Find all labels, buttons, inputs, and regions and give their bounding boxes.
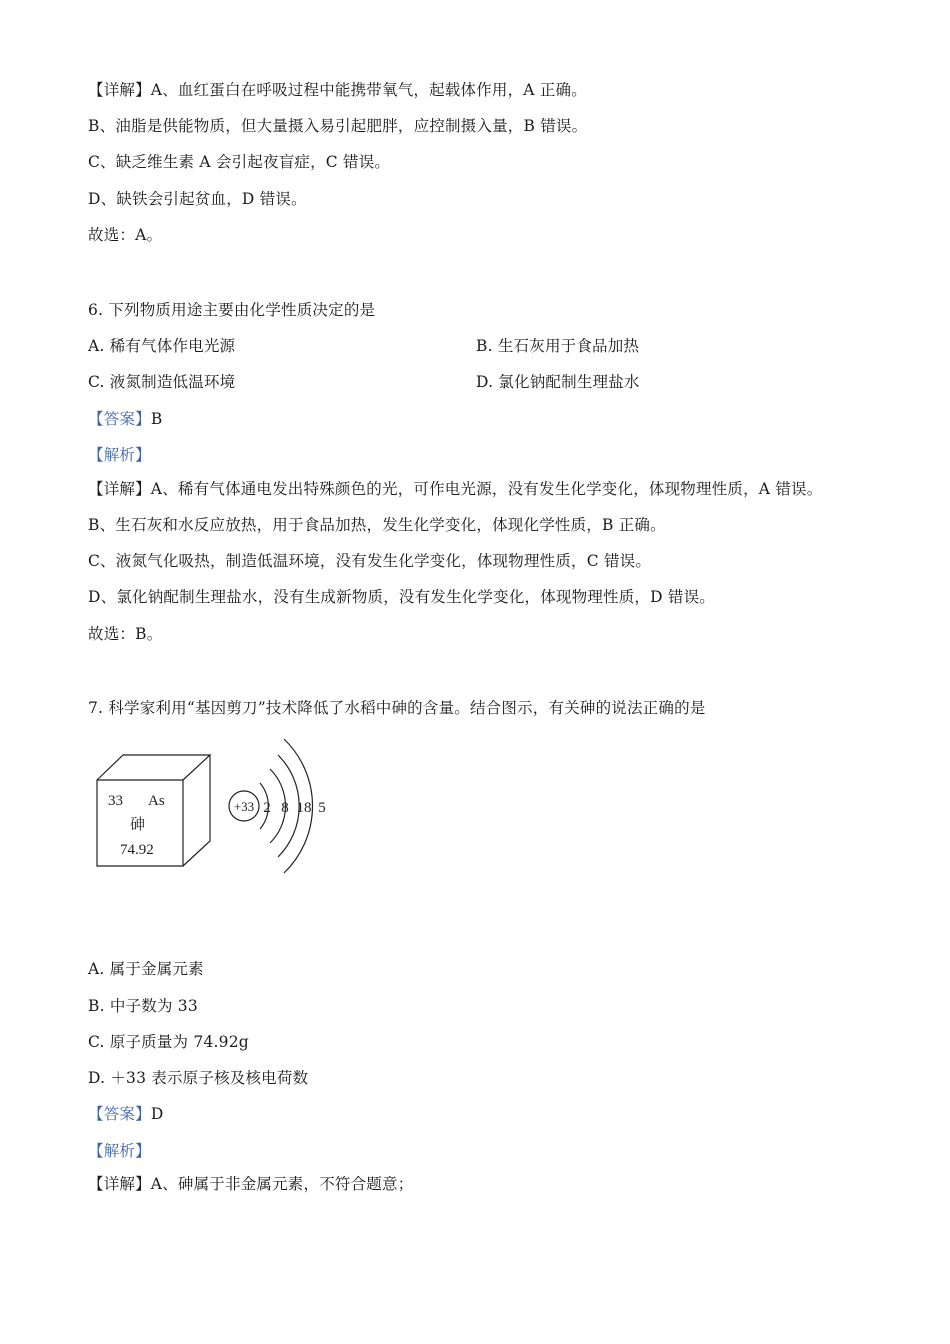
q6-detail-a: 【详解】A、稀有气体通电发出特殊颜色的光，可作电光源，没有发生化学变化，体现物理性质，A 错误。: [88, 480, 823, 498]
q6-option-c: C. 液氮制造低温环境: [88, 373, 236, 391]
q6-answer-label: 【答案】: [88, 410, 151, 428]
q6-option-a: A. 稀有气体作电光源: [88, 337, 236, 355]
shell-4-count: 5: [318, 800, 326, 816]
q7-detail-a: 【详解】A、砷属于非金属元素，不符合题意；: [88, 1175, 414, 1193]
q7-stem: 7. 科学家利用“基因剪刀”技术降低了水稻中砷的含量。结合图示，有关砷的说法正确的是: [88, 699, 706, 717]
q7-answer-value: D: [150, 1105, 164, 1123]
q7-option-b: B. 中子数为 33: [88, 997, 198, 1015]
q6-detail-d: D、氯化钠配制生理盐水，没有生成新物质，没有发生化学变化，体现物理性质，D 错误。: [88, 588, 715, 606]
atomic-mass: 74.92: [120, 842, 154, 858]
shell-1-count: 2: [263, 800, 271, 816]
q7-option-c: C. 原子质量为 74.92g: [88, 1033, 249, 1051]
q6-detail-b: B、生石灰和水反应放热，用于食品加热，发生化学变化，体现化学性质，B 正确。: [88, 516, 666, 534]
q5-detail-b: B、油脂是供能物质，但大量摄入易引起肥胖，应控制摄入量，B 错误。: [88, 117, 588, 135]
q6-analysis-label: 【解析】: [88, 446, 151, 464]
element-symbol: As: [148, 793, 165, 809]
shell-2-count: 8: [281, 800, 289, 816]
q6-detail-c: C、液氮气化吸热，制造低温环境，没有发生化学变化，体现物理性质，C 错误。: [88, 552, 652, 570]
shell-3-count: 18: [296, 800, 312, 816]
q7-option-a: A. 属于金属元素: [88, 960, 204, 978]
arsenic-figure: [90, 735, 340, 885]
q5-detail-a: 【详解】A、血红蛋白在呼吸过程中能携带氧气，起载体作用，A 正确。: [88, 81, 587, 99]
q6-stem: 6. 下列物质用途主要由化学性质决定的是: [88, 301, 376, 319]
q7-analysis-label: 【解析】: [88, 1142, 151, 1160]
atomic-number: 33: [108, 793, 123, 809]
q6-conclusion: 故选：B。: [88, 625, 163, 643]
q6-answer-value: B: [150, 410, 163, 428]
q7-option-d: D. ＋33 表示原子核及核电荷数: [88, 1069, 309, 1087]
q7-answer: [88, 1103, 163, 1125]
q5-conclusion: 故选：A。: [88, 226, 163, 244]
q6-option-b: B. 生石灰用于食品加热: [476, 337, 640, 355]
arsenic-element-diagram: [90, 735, 340, 885]
q5-detail-d: D、缺铁会引起贫血，D 错误。: [88, 190, 307, 208]
q6-option-d: D. 氯化钠配制生理盐水: [476, 373, 640, 391]
q7-answer-label: 【答案】: [88, 1105, 151, 1123]
element-name: 砷: [130, 815, 146, 833]
q6-answer: [88, 408, 162, 430]
q5-detail-c: C、缺乏维生素 A 会引起夜盲症，C 错误。: [88, 153, 391, 171]
nucleus-charge: +33: [233, 799, 255, 814]
